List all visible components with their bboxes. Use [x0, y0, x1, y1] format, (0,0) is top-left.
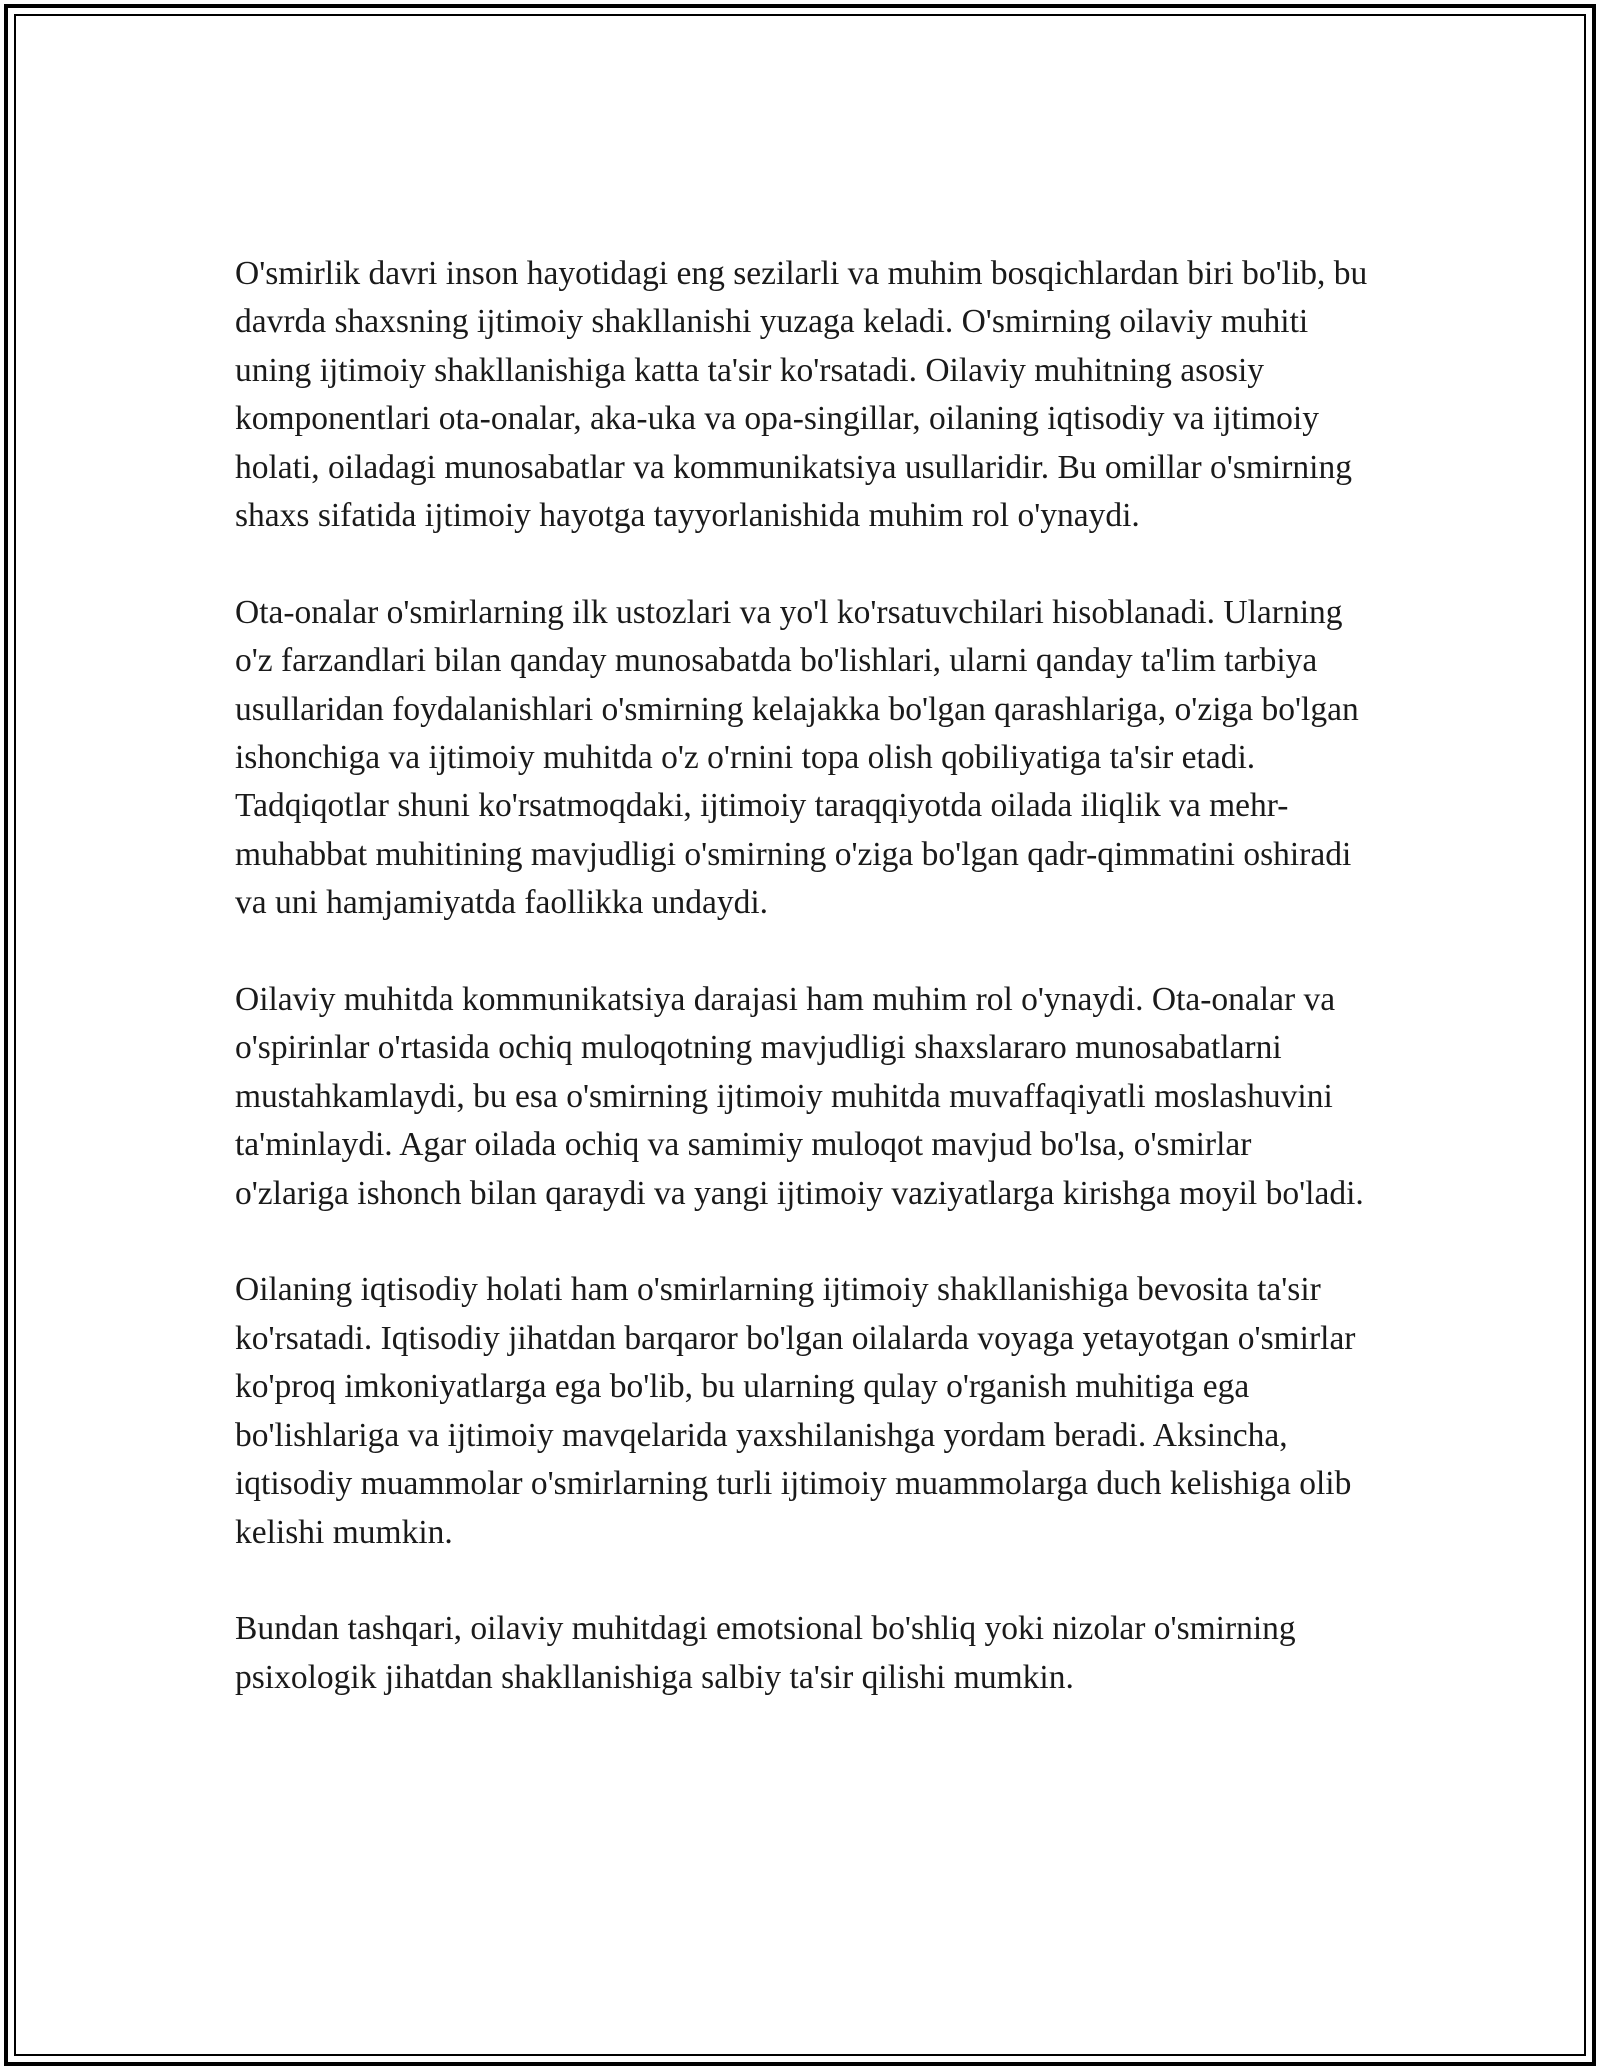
- paragraph-5: Bundan tashqari, oilaviy muhitdagi emotsional bo'shliq yoki nizolar o'smirning psixologik jihatdan shakllanishiga salbiy ta'sir qilishi mumkin.: [235, 1610, 1296, 1696]
- paragraph-2: Ota-onalar o'smirlarning ilk ustozlari va yo'l ko'rsatuvchilari hisoblanadi. Ularning o'z farzandlari bilan qanday munosabatda bo'lishlari, ularni qanday ta'lim tarbiya usullaridan foydalanishlari o'smirning kelajakka bo'lgan qarashlariga, o'ziga bo'lgan ishonchiga va ijtimoiy muhitda o'z o'rnini topa olish qobiliyatiga ta'sir etadi. Tadqiqotlar shuni ko'rsatmoqdaki, ijtimoiy taraqqiyotda oilada iliqlik va mehr-muhabbat muhitining mavjudligi o'smirning o'ziga bo'lgan qadr-qimmatini oshiradi va uni hamjamiyatda faollikka undaydi.: [235, 593, 1359, 922]
- paragraph-3: Oilaviy muhitda kommunikatsiya darajasi ham muhim rol o'ynaydi. Ota-onalar va o'spirinlar o'rtasida ochiq muloqotning mavjudligi shaxslararo munosabatlarni mustahkamlaydi, bu esa o'smirning ijtimoiy muhitda muvaffaqiyatli moslashuvini ta'minlaydi. Agar oilada ochiq va samimiy muloqot mavjud bo'lsa, o'smirlar o'zlariga ishonch bilan qaraydi va yangi ijtimoiy vaziyatlarga kirishga moyil bo'ladi.: [235, 981, 1364, 1212]
- paragraph-1: O'smirlik davri inson hayotidagi eng sezilarli va muhim bosqichlardan biri bo'lib, bu davrda shaxsning ijtimoiy shakllanishi yuzaga keladi. O'smirning oilaviy muhiti uning ijtimoiy shakllanishiga katta ta'sir ko'rsatadi. Oilaviy muhitning asosiy komponentlari ota-onalar, aka-uka va opa-singillar, oilaning iqtisodiy va ijtimoiy holati, oiladagi munosabatlar va kommunikatsiya usullaridir. Bu omillar o'smirning shaxs sifatida ijtimoiy hayotga tayyorlanishida muhim rol o'ynaydi.: [235, 255, 1368, 535]
- document-body: [235, 250, 1370, 1702]
- paragraph-4: Oilaning iqtisodiy holati ham o'smirlarning ijtimoiy shakllanishiga bevosita ta'sir ko'rsatadi. Iqtisodiy jihatdan barqaror bo'lgan oilalarda voyaga yetayotgan o'smirlar ko'proq imkoniyatlarga ega bo'lib, bu ularning qulay o'rganish muhitiga ega bo'lishlariga va ijtimoiy mavqelarida yaxshilanishga yordam beradi. Aksincha, iqtisodiy muammolar o'smirlarning turli ijtimoiy muammolarga duch kelishiga olib kelishi mumkin.: [235, 1271, 1356, 1551]
